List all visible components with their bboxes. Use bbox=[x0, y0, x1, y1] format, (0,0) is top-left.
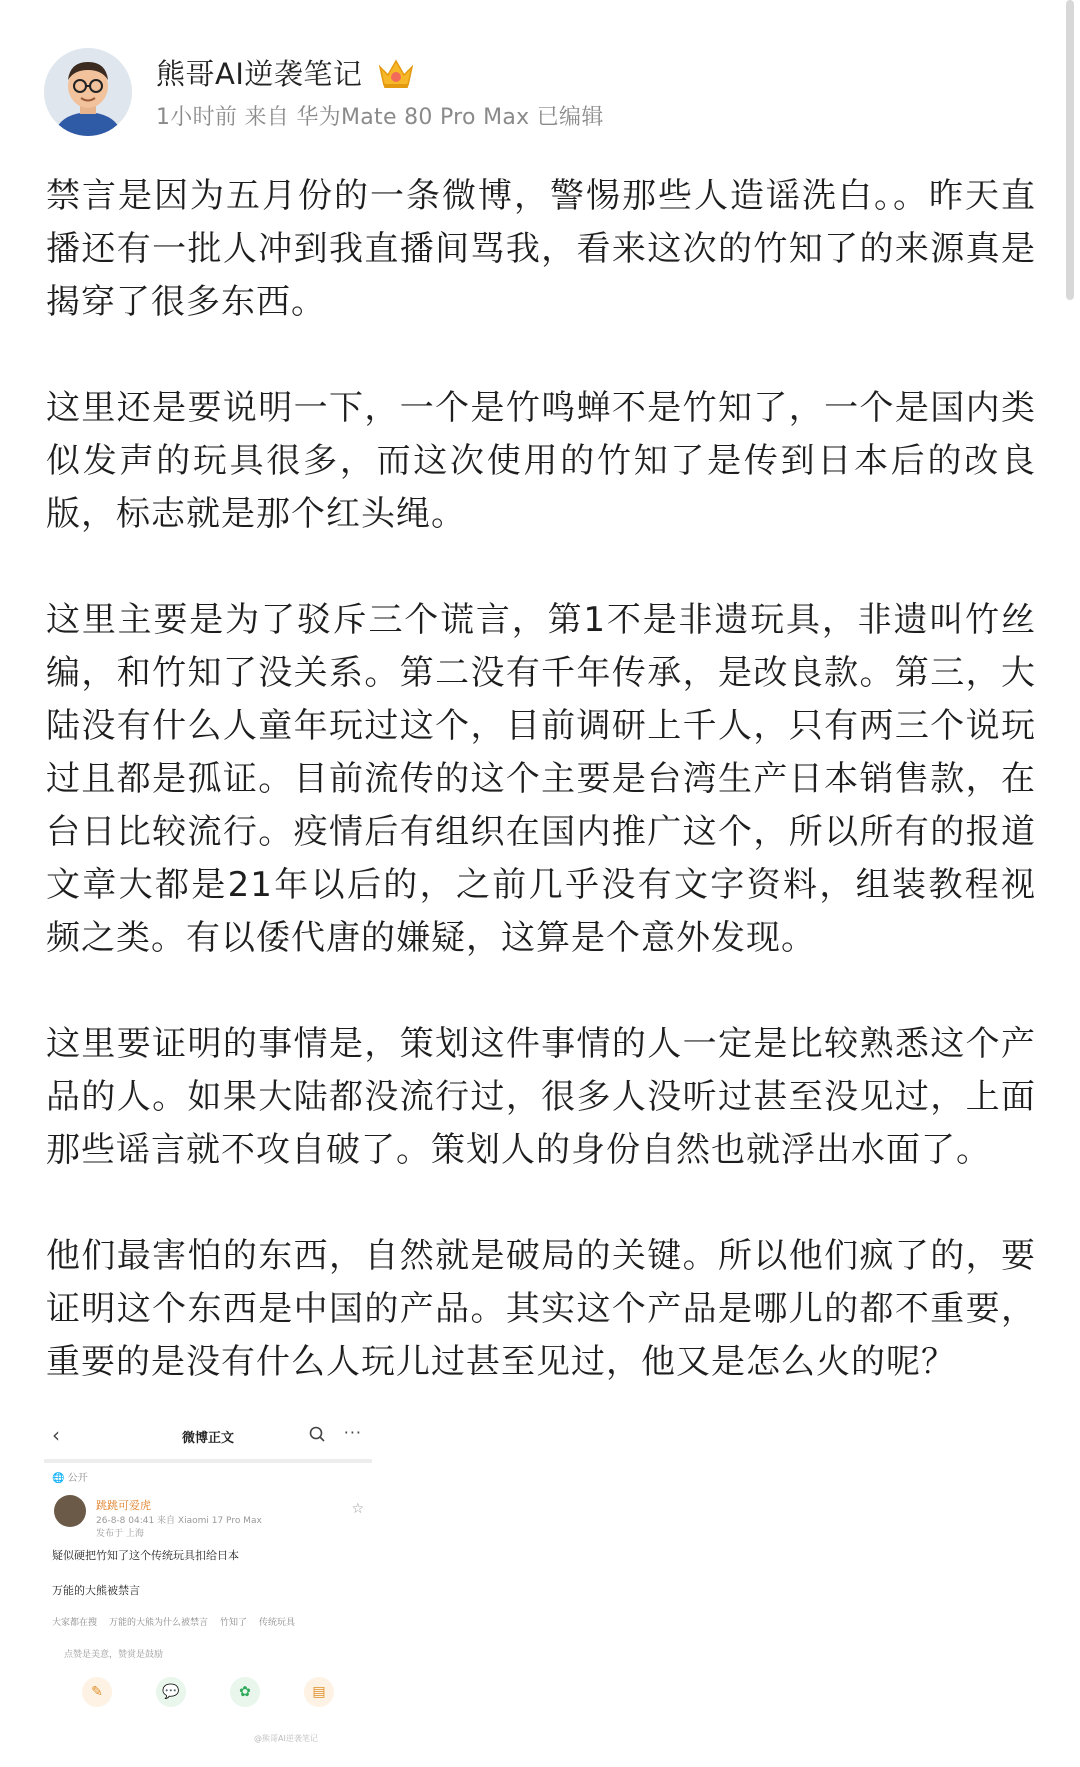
post-header bbox=[44, 48, 1040, 138]
embedded-avatar bbox=[54, 1495, 86, 1527]
post-content bbox=[46, 170, 1036, 1442]
post-paragraph-1: 禁言是因为五月份的一条微博，警惕那些人造谣洗白。。昨天直播还有一批人冲到我直播间骂我，看来这次的竹知了的来源真是揭穿了很多东西。 bbox=[46, 176, 1036, 322]
author-name[interactable]: 熊哥AI逆袭笔记 bbox=[156, 57, 363, 91]
crown-vip-icon bbox=[376, 55, 416, 91]
embedded-tags bbox=[52, 1615, 295, 1628]
post-meta: 1小时前 来自 华为Mate 80 Pro Max 已编辑 bbox=[156, 105, 604, 130]
comment-icon: 💬 bbox=[156, 1677, 186, 1707]
embedded-topbar bbox=[44, 1415, 372, 1463]
avatar[interactable] bbox=[44, 48, 132, 136]
cartoon-avatar-icon bbox=[44, 48, 132, 136]
embedded-time: 26-8-8 04:41 来自 Xiaomi 17 Pro Max bbox=[96, 1516, 262, 1526]
embedded-text-2: 万能的大熊被禁言 bbox=[52, 1584, 140, 1597]
post-paragraph-4: 这里要证明的事情是，策划这件事情的人一定是比较熟悉这个产品的人。如果大陆都没流行过，很多人没听过甚至没见过，上面那些谣言就不攻自破了。策划人的身份自然也就浮出水面了。 bbox=[46, 1024, 1036, 1170]
more-icon: ··· bbox=[343, 1423, 362, 1442]
embedded-tag: 竹知了 bbox=[220, 1618, 248, 1628]
embedded-screenshot[interactable] bbox=[44, 1415, 372, 1750]
embedded-public-label: 公开 bbox=[67, 1473, 88, 1484]
star-icon: ☆ bbox=[351, 1501, 364, 1517]
embedded-public: 🌐 公开 bbox=[52, 1473, 88, 1484]
embedded-hint: 点赞是美意，赞赏是鼓励 bbox=[64, 1650, 164, 1660]
embedded-title: 微博正文 bbox=[181, 1431, 234, 1446]
post-paragraph-3: 这里主要是为了驳斥三个谎言，第1不是非遗玩具，非遗叫竹丝编，和竹知了没关系。第二没有千年传承，是改良款。第三，大陆没有什么人童年玩过这个，目前调研上千人，只有两三个说玩过且都是孤证。目前流传的这个主要是台湾生产日本销售款，在台日比较流行。疫情后有组织在国内推广这个，所以所有的报道文章大都是21年以后的，之前几乎没有文字资料，组装教程视频之类。有以倭代唐的嫌疑，这算是个意外发现。 bbox=[46, 600, 1036, 958]
embedded-tag: 传统玩具 bbox=[259, 1618, 296, 1628]
repost-icon: ✎ bbox=[82, 1677, 112, 1707]
embedded-tag: 万能的大熊为什么被禁言 bbox=[109, 1618, 209, 1628]
search-icon bbox=[308, 1425, 326, 1446]
author-row bbox=[156, 52, 416, 93]
share-icon: ✿ bbox=[230, 1677, 260, 1707]
embedded-user: 跳跳可爱虎 bbox=[96, 1499, 151, 1512]
embedded-actions bbox=[44, 1677, 372, 1707]
chevron-left-icon: ‹ bbox=[52, 1423, 60, 1447]
embedded-text-1: 疑似硬把竹知了这个传统玩具扣给日本 bbox=[52, 1549, 239, 1562]
post-paragraph-2: 这里还是要说明一下，一个是竹鸣蝉不是竹知了，一个是国内类似发声的玩具很多，而这次使用的竹知了是传到日本后的改良版，标志就是那个红头绳。 bbox=[46, 388, 1036, 534]
like-icon: ▤ bbox=[304, 1677, 334, 1707]
embedded-watermark: @熊哥AI逆袭笔记 bbox=[254, 1734, 318, 1743]
post-paragraph-5: 他们最害怕的东西，自然就是破局的关键。所以他们疯了的，要证明这个东西是中国的产品。其实这个产品是哪儿的都不重要，重要的是没有什么人玩儿过甚至见过，他又是怎么火的呢？ bbox=[46, 1236, 1036, 1382]
scrollbar[interactable] bbox=[1066, 0, 1074, 300]
embedded-tag: 大家都在搜 bbox=[52, 1618, 98, 1628]
embedded-location: 发布于 上海 bbox=[96, 1529, 144, 1539]
